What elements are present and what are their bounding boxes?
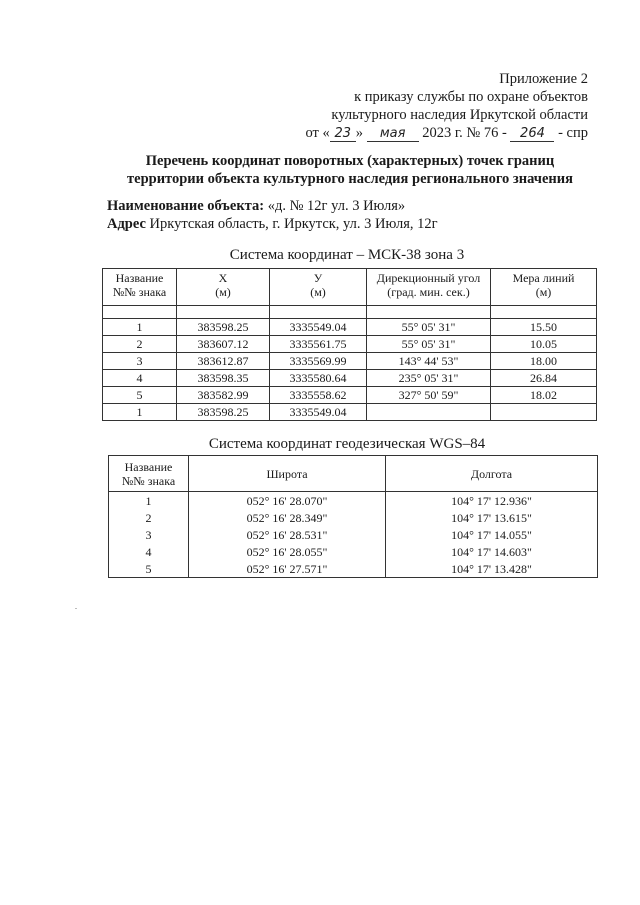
object-name-line	[107, 197, 438, 215]
table-row: 5 383582.99 3335558.62 327° 50' 59" 18.02	[103, 387, 597, 404]
order-date-line	[305, 124, 588, 142]
header-direction-angle: Дирекционный угол (град. мин. сек.)	[367, 269, 491, 306]
header-x: X (м)	[177, 269, 270, 306]
table-row: 4 383598.35 3335580.64 235° 05' 31" 26.84	[103, 370, 597, 387]
table-row: 1 383598.25 3335549.04 55° 05' 31" 15.50	[103, 319, 597, 336]
order-reference-line2: культурного наследия Иркутской области	[331, 107, 588, 123]
order-prefix: от «	[305, 125, 330, 141]
title-line2: территории объекта культурного наследия регионального значения	[127, 171, 573, 187]
table-spacer-row	[103, 306, 597, 319]
order-mid: »	[355, 125, 363, 141]
table-header-row	[109, 456, 598, 492]
table-row: 3 052° 16' 28.531" 104° 17' 14.055"	[109, 526, 598, 543]
table-row: 2 052° 16' 28.349" 104° 17' 13.615"	[109, 509, 598, 526]
scan-mark	[75, 608, 77, 609]
wgs-table-caption: Система координат геодезическая WGS–84	[208, 436, 486, 452]
table-row: 4 052° 16' 28.055" 104° 17' 14.603"	[109, 543, 598, 560]
document-title	[0, 152, 640, 188]
object-name-value: «д. № 12г ул. 3 Июля»	[267, 198, 406, 214]
object-name-label: Наименование объекта:	[107, 198, 265, 214]
order-number: 264	[510, 126, 554, 142]
header-point-name: Название №№ знака	[103, 269, 177, 306]
order-reference-line1: к приказу службы по охране объектов	[354, 89, 588, 105]
table-row: 1 052° 16' 28.070" 104° 17' 12.936"	[109, 492, 598, 510]
order-month: мая	[367, 126, 419, 142]
order-year: 2023 г. № 76 -	[422, 125, 507, 141]
msk-table-caption: Система координат – МСК-38 зона 3	[229, 247, 465, 263]
header-longitude: Долгота	[386, 456, 598, 492]
msk-coordinates-table	[102, 268, 597, 421]
title-line1: Перечень координат поворотных (характерных) точек границ	[145, 153, 555, 169]
header-y: У (м)	[270, 269, 367, 306]
table-header-row	[103, 269, 597, 306]
header-latitude: Широта	[189, 456, 386, 492]
header-point-name: Название №№ знака	[109, 456, 189, 492]
table-row: 5 052° 16' 27.571" 104° 17' 13.428"	[109, 560, 598, 578]
table-row: 1 383598.25 3335549.04	[103, 404, 597, 421]
object-info	[107, 197, 438, 233]
document-header	[305, 70, 588, 142]
table-row: 2 383607.12 3335561.75 55° 05' 31" 10.05	[103, 336, 597, 353]
object-address-label: Адрес	[107, 216, 146, 232]
object-address-value: Иркутская область, г. Иркутск, ул. 3 Июля, 12г	[149, 216, 438, 232]
header-line-length: Мера линий (м)	[491, 269, 597, 306]
wgs-coordinates-table	[108, 455, 598, 578]
order-day: 23	[330, 126, 356, 142]
object-address-line	[107, 215, 438, 233]
appendix-label: Приложение 2	[499, 71, 588, 87]
table-row: 3 383612.87 3335569.99 143° 44' 53" 18.00	[103, 353, 597, 370]
order-suffix: - спр	[558, 125, 588, 141]
